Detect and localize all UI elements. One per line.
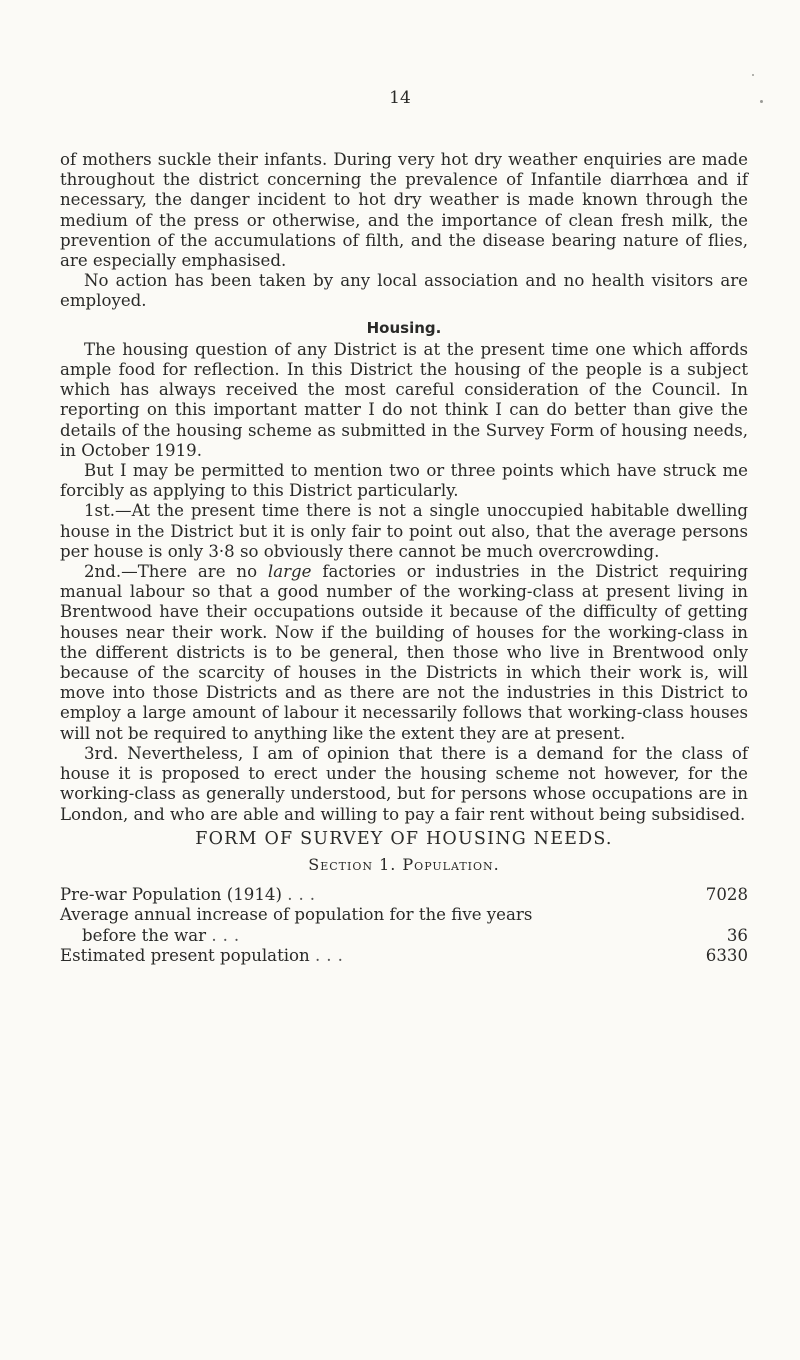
paragraph-health-visitors: No action has been taken by any local association and no health visitors are employed. (60, 271, 748, 311)
population-table (60, 885, 748, 966)
table-row (60, 885, 748, 905)
second-point-emphasis: large (267, 562, 312, 582)
population-label: Estimated present population (60, 945, 310, 965)
dot-leader: ... (315, 945, 349, 965)
paragraph-second-point (60, 562, 748, 744)
table-row (60, 905, 748, 925)
dot-leader: ... (287, 885, 322, 905)
dot-leader: ... (211, 925, 246, 945)
survey-form-title: FORM OF SURVEY OF HOUSING NEEDS. (195, 828, 613, 849)
survey-section-title: Section 1. Population. (308, 854, 500, 874)
paragraph-housing-question: The housing question of any District is at the present time one which affords ample food for reflection. In this District the housing of the people is a subject which has always received the most careful consideration of the Council. In reporting on this important matter I do not think I can do better than give the details of the housing scheme as submitted in the Survey Form of housing needs, in October 1919. (60, 339, 748, 460)
population-label: Pre-war Population (1914) (60, 885, 282, 905)
housing-heading: Housing. (366, 318, 442, 337)
second-point-lead: 2nd.—There are no (84, 562, 268, 582)
second-point-rest: factories or industries in the District requiring manual labour so that a good number of the working-class at present living in Brentwood have their occupations outside it because of the difficulty of getting houses near their work. Now if the building of houses for the working-class in the different districts is to be general, then those who live in Brentwood only because of the scarcity of houses in the Districts in which their work is, will move into those Districts and as there are not the industries in this District to employ a large amount of labour it necessarily follows that working-class houses will not be required to anything like the extent they are at present. (60, 562, 748, 743)
paper-speck (760, 100, 763, 103)
page-number: 14 (389, 88, 411, 108)
paragraph-third-point: 3rd. Nevertheless, I am of opinion that there is a demand for the class of house it is proposed to erect under the housing scheme not however, for the working-class as generally understood, but for persons whose occupations are in London, and who are able and willing to pay a fair rent without being subsidised. (60, 743, 748, 824)
population-label: Average annual increase of population for the five years (60, 905, 533, 925)
paper-speck (752, 74, 754, 76)
table-row (60, 946, 748, 966)
population-label: before the war (82, 925, 207, 945)
population-value: 36 (726, 925, 748, 945)
body-text (60, 150, 748, 966)
population-value: 7028 (705, 885, 748, 905)
population-value (678, 905, 748, 925)
paragraph-infant-feeding: of mothers suckle their infants. During very hot dry weather enquiries are made throughout the district concerning the prevalence of Infantile diarrhœa and if necessary, the danger incident to hot dry weather is made known through the medium of the press or otherwise, and the importance of clean fresh milk, the prevention of the accumulations of filth, and the disease bearing nature of flies, are especially emphasised. (60, 150, 748, 271)
population-value: 6330 (705, 945, 748, 965)
table-row (60, 926, 748, 946)
paragraph-points: But I may be permitted to mention two or three points which have struck me forcibly as applying to this District particularly. (60, 461, 748, 501)
paragraph-first-point: 1st.—At the present time there is not a single unoccupied habitable dwelling house in the District but it is only fair to point out also, that the average persons per house is only 3·8 so obviously there cannot be much overcrowding. (60, 501, 748, 561)
